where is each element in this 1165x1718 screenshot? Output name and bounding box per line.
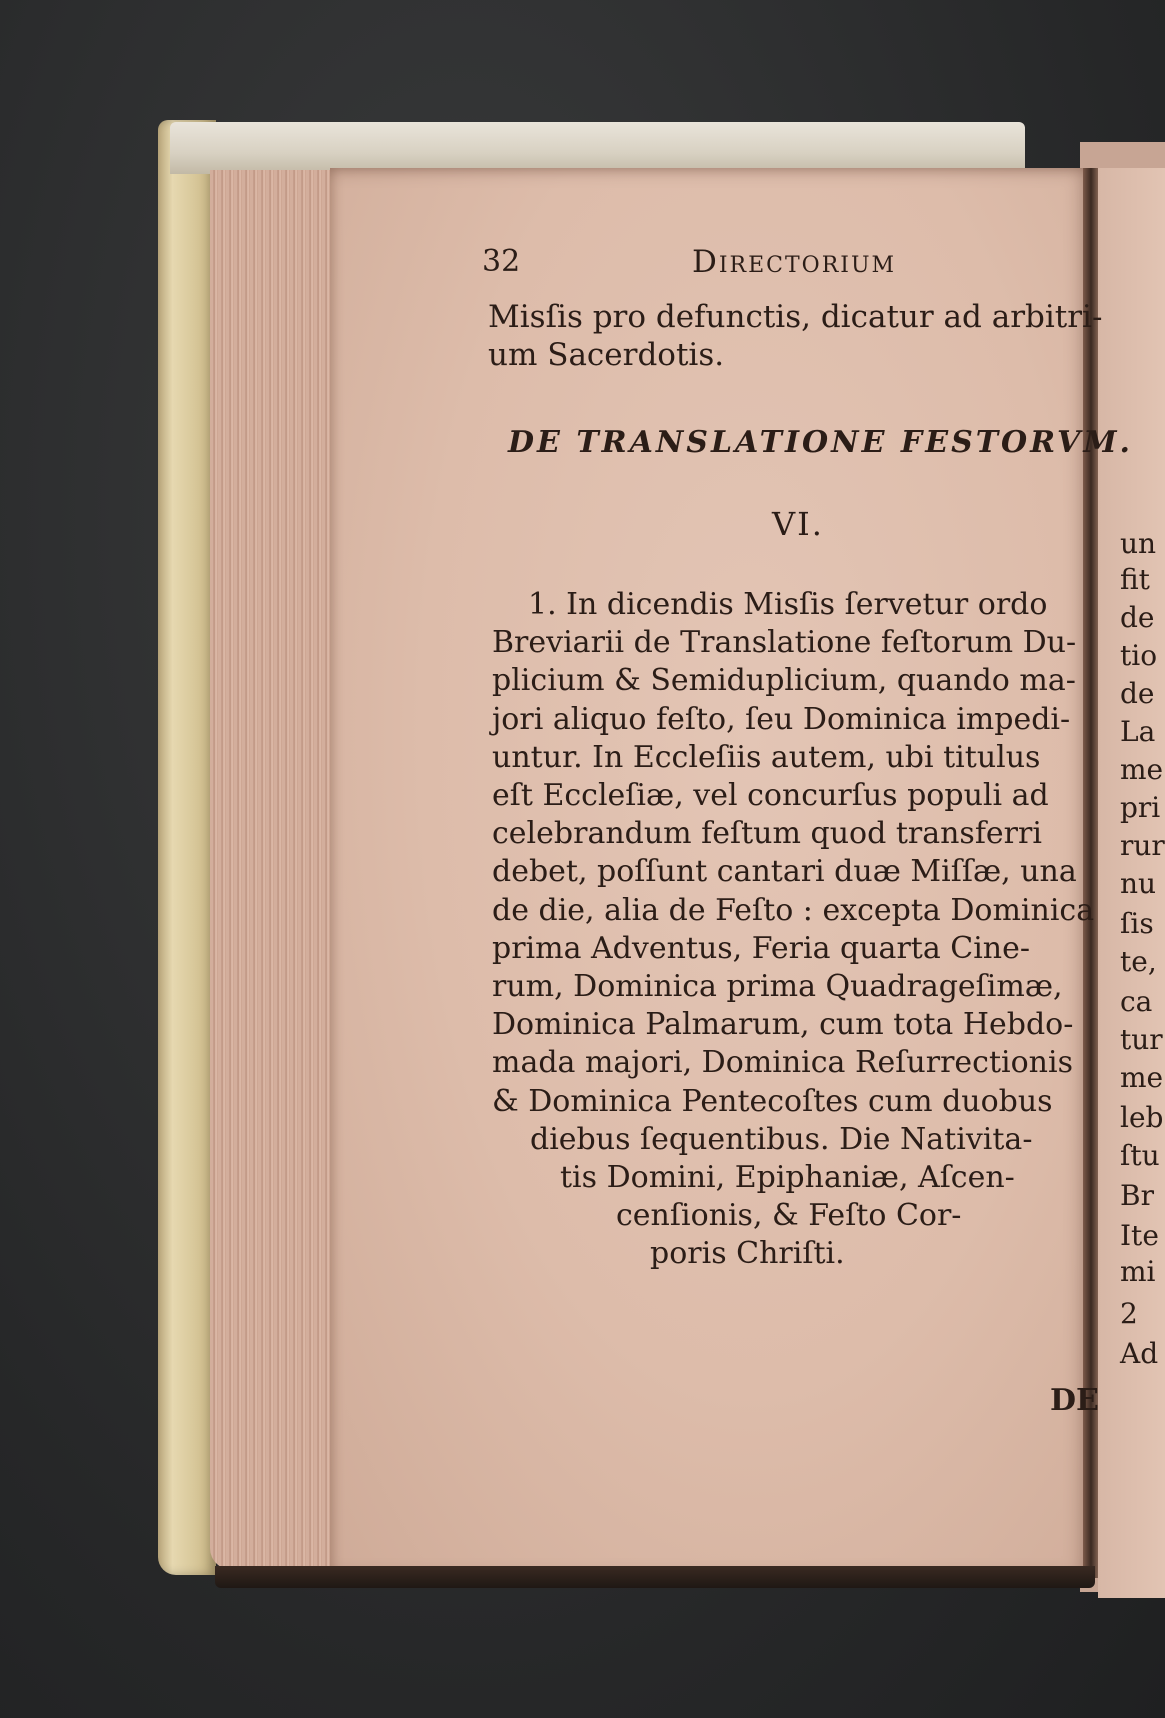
body-line: celebrandum feſtum quod transferri — [492, 816, 1042, 851]
facing-line-fragment: tur — [1120, 1023, 1163, 1056]
page-number: 32 — [482, 244, 521, 279]
facing-line-fragment: me — [1120, 753, 1164, 786]
facing-line-fragment: Ite — [1120, 1219, 1159, 1252]
body-line: mada majori, Dominica Reſurrectionis — [492, 1045, 1073, 1080]
facing-line-fragment: ca — [1120, 985, 1153, 1018]
book-spine — [158, 120, 216, 1575]
facing-line-fragment: fit — [1120, 563, 1150, 596]
section-title: DE TRANSLATIONE FESTORVM. — [508, 425, 1133, 460]
body-line: plicium & Semiduplicium, quando ma- — [492, 663, 1076, 698]
body-line: jori aliquo feſto, ſeu Dominica impedi- — [492, 702, 1071, 737]
book-bottom-edge — [215, 1566, 1095, 1588]
body-line: diebus ſequentibus. Die Nativita- — [530, 1122, 1033, 1157]
body-line: tis Domini, Epiphaniæ, Aſcen- — [560, 1160, 1015, 1195]
body-line: Breviarii de Translatione feſtorum Du- — [492, 625, 1077, 660]
body-line: poris Chriſti. — [650, 1236, 845, 1271]
body-line: prima Adventus, Feria quarta Cine- — [492, 931, 1031, 966]
facing-line-fragment: rur — [1120, 829, 1165, 862]
facing-line-fragment: de — [1120, 601, 1155, 634]
facing-line-fragment: Ad — [1120, 1337, 1159, 1370]
body-line: 1. In dicendis Misſis ſervetur ordo — [528, 587, 1048, 622]
book-cover-top-edge — [170, 122, 1025, 174]
body-line: & Dominica Pentecoſtes cum duobus — [492, 1084, 1053, 1119]
facing-line-fragment: un — [1120, 527, 1157, 560]
facing-line-fragment: La — [1120, 715, 1156, 748]
facing-line-fragment: leb — [1120, 1101, 1164, 1134]
facing-line-fragment: pri — [1120, 791, 1161, 824]
page-header — [482, 244, 1082, 284]
facing-line-fragment: ſtu — [1120, 1139, 1160, 1172]
intro-line-2: um Sacerdotis. — [488, 337, 725, 373]
facing-line-fragment: Br — [1120, 1179, 1154, 1212]
facing-line-fragment: me — [1120, 1061, 1164, 1094]
running-head: Directorium — [692, 244, 897, 280]
facing-line-fragment: ſis — [1120, 907, 1154, 940]
body-line: rum, Dominica prima Quadrageſimæ, — [492, 969, 1063, 1004]
body-line: debet, poſſunt cantari duæ Miſſæ, una — [492, 854, 1077, 889]
facing-line-fragment: te, — [1120, 945, 1157, 978]
facing-line-fragment: de — [1120, 677, 1155, 710]
facing-line-fragment: 2 — [1120, 1297, 1138, 1330]
facing-page — [1098, 168, 1165, 1598]
facing-line-fragment: mi — [1120, 1255, 1156, 1288]
catchword: DE — [1050, 1383, 1099, 1418]
body-line: untur. In Eccleſiis autem, ubi titulus — [492, 740, 1041, 775]
page-edges — [210, 170, 340, 1570]
body-line: cenſionis, & Feſto Cor- — [616, 1198, 962, 1233]
intro-line-1: Misſis pro defunctis, dicatur ad arbitri- — [488, 299, 1103, 335]
facing-line-fragment: tio — [1120, 639, 1158, 672]
section-number: VI. — [772, 505, 824, 543]
body-line: Dominica Palmarum, cum tota Hebdo- — [492, 1007, 1074, 1042]
body-line: de die, alia de Feſto : excepta Dominica — [492, 893, 1095, 928]
body-line: eſt Eccleſiæ, vel concurſus populi ad — [492, 778, 1049, 813]
facing-line-fragment: nu — [1120, 867, 1157, 900]
book-gutter — [1083, 168, 1099, 1578]
